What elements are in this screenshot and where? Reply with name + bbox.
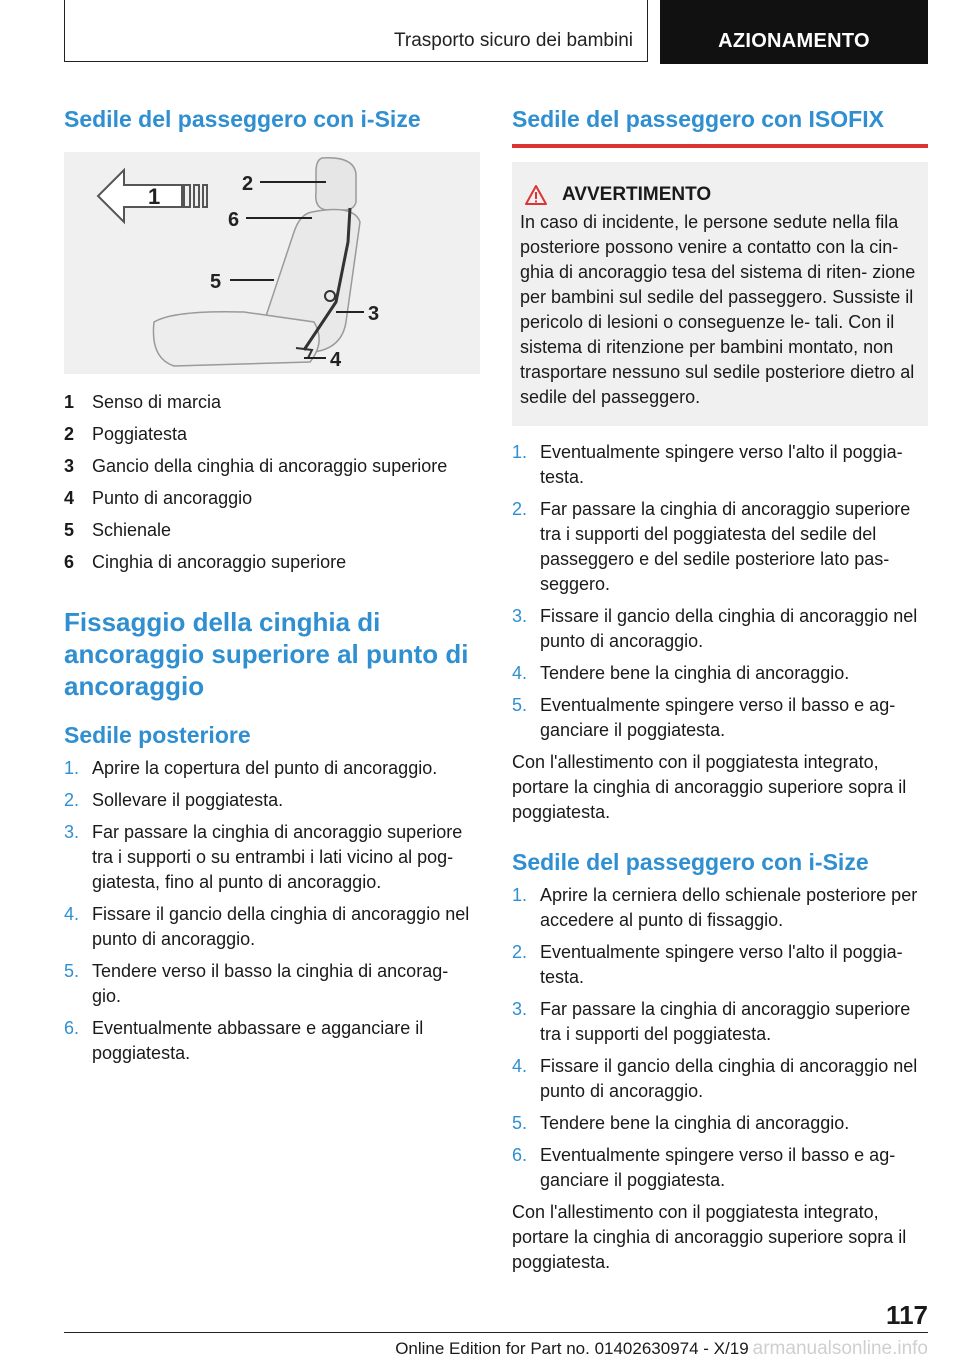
heading-isize-passenger-2: Sedile del passeggero con i-Size — [512, 849, 869, 875]
edition-text: Online Edition for Part no. 01402630974 - X/19 — [395, 1339, 749, 1358]
list-item: 3. Far passare la cinghia di ancoraggio superiore tra i supporti del poggiatesta. — [512, 999, 911, 1044]
warning-text: In caso di incidente, le persone sedute nella fila posteriore possono venire a contatto con la cin‐ ghia di ancoraggio tesa del sistema di riten‐ zione per bambini sul sedile del passeggero. Sussiste il pericolo di lesioni o conseguenze le‐ tali. Con il sistema di ritenzione per bambini montato, non trasportare nessuno sul sedile posteriore dietro al sedile del passeggero. — [520, 212, 916, 407]
section-tab — [64, 0, 648, 62]
list-item: 3. Fissare il gancio della cinghia di ancoraggio nel punto di ancoraggio. — [512, 606, 918, 651]
warning-title: AVVERTIMENTO — [520, 184, 920, 206]
right-column — [512, 96, 928, 1275]
callout-3: 3 — [368, 303, 380, 325]
seat-illustration — [64, 152, 480, 374]
figure-legend — [64, 386, 480, 578]
list-item: 6. Eventualmente spingere verso il basso e ag‐ ganciare il poggiatesta. — [512, 1145, 896, 1190]
list-item: 6. Eventualmente abbassare e agganciare il poggiatesta. — [64, 1018, 424, 1063]
legend-item: 5 Schienale — [64, 520, 172, 540]
footer-rule — [64, 1332, 928, 1333]
page-number: 117 — [886, 1300, 928, 1330]
legend-item: 1 Senso di marcia — [64, 392, 222, 412]
list-item: 2. Sollevare il poggiatesta. — [64, 790, 284, 810]
callout-6: 6 — [228, 209, 240, 231]
callout-5: 5 — [210, 271, 222, 293]
list-item: 5. Tendere bene la cinghia di ancoraggio. — [512, 1113, 850, 1133]
legend-item: 4 Punto di ancoraggio — [64, 488, 253, 508]
watermark: armanualsonline.info — [752, 1338, 928, 1359]
legend-item: 6 Cinghia di ancoraggio superiore — [64, 552, 347, 572]
warning-box — [512, 162, 928, 426]
list-item: 1. Aprire la copertura del punto di ancoraggio. — [64, 758, 438, 778]
callout-4: 4 — [330, 349, 342, 371]
section-title: Trasporto sicuro dei bambini — [393, 30, 633, 51]
legend-item: 2 Poggiatesta — [64, 424, 188, 444]
chapter-tab — [660, 0, 928, 64]
chapter-title: AZIONAMENTO — [718, 30, 870, 52]
edition-line — [395, 1338, 928, 1360]
heading-isofix-passenger: Sedile del passeggero con ISOFIX — [512, 106, 884, 132]
heading-tether-fastening: Fissaggio della cinghia di ancoraggio superiore al punto di ancoraggio — [64, 607, 469, 701]
list-item: 4. Fissare il gancio della cinghia di ancoraggio nel punto di ancoraggio. — [512, 1056, 918, 1101]
list-item: 2. Eventualmente spingere verso l'alto il poggia‐ testa. — [512, 942, 903, 987]
integrated-headrest-note-2: Con l'allestimento con il poggiatesta integrato, portare la cinghia di ancoraggio superiore sopra il poggiatesta. — [512, 1202, 907, 1272]
isize-steps — [512, 883, 928, 1193]
integrated-headrest-note: Con l'allestimento con il poggiatesta integrato, portare la cinghia di ancoraggio superiore sopra il poggiatesta. — [512, 752, 907, 822]
list-item: 5. Eventualmente spingere verso il basso e ag‐ ganciare il poggiatesta. — [512, 695, 896, 740]
heading-isize-passenger: Sedile del passeggero con i-Size — [64, 106, 421, 132]
isofix-steps — [512, 440, 928, 743]
callout-2: 2 — [242, 173, 254, 195]
warning-divider — [512, 144, 928, 148]
list-item: 1. Aprire la cerniera dello schienale posteriore per accedere al punto di fissaggio. — [512, 885, 918, 930]
heading-rear-seat: Sedile posteriore — [64, 722, 251, 748]
rear-seat-steps — [64, 756, 480, 1066]
seat-diagram — [64, 152, 480, 374]
svg-text:1: 1 — [148, 184, 161, 209]
list-item: 1. Eventualmente spingere verso l'alto il poggia‐ testa. — [512, 442, 903, 487]
list-item: 4. Fissare il gancio della cinghia di ancoraggio nel punto di ancoraggio. — [64, 904, 470, 949]
list-item: 3. Far passare la cinghia di ancoraggio superiore tra i supporti o su entrambi i lati vicino al pog‐ giatesta, fino al punto di ancoraggio. — [64, 822, 463, 892]
page-header — [64, 0, 928, 64]
warning-triangle-icon — [524, 184, 548, 206]
left-column — [64, 96, 480, 1073]
legend-item: 3 Gancio della cinghia di ancoraggio superiore — [64, 456, 448, 476]
list-item: 5. Tendere verso il basso la cinghia di ancorag‐ gio. — [64, 961, 449, 1006]
direction-arrow-icon — [98, 170, 207, 222]
list-item: 2. Far passare la cinghia di ancoraggio superiore tra i supporti del poggiatesta del sedile del passeggero e del sedile posteriore lato pas‐ seggero. — [512, 499, 911, 594]
list-item: 4. Tendere bene la cinghia di ancoraggio. — [512, 663, 850, 683]
